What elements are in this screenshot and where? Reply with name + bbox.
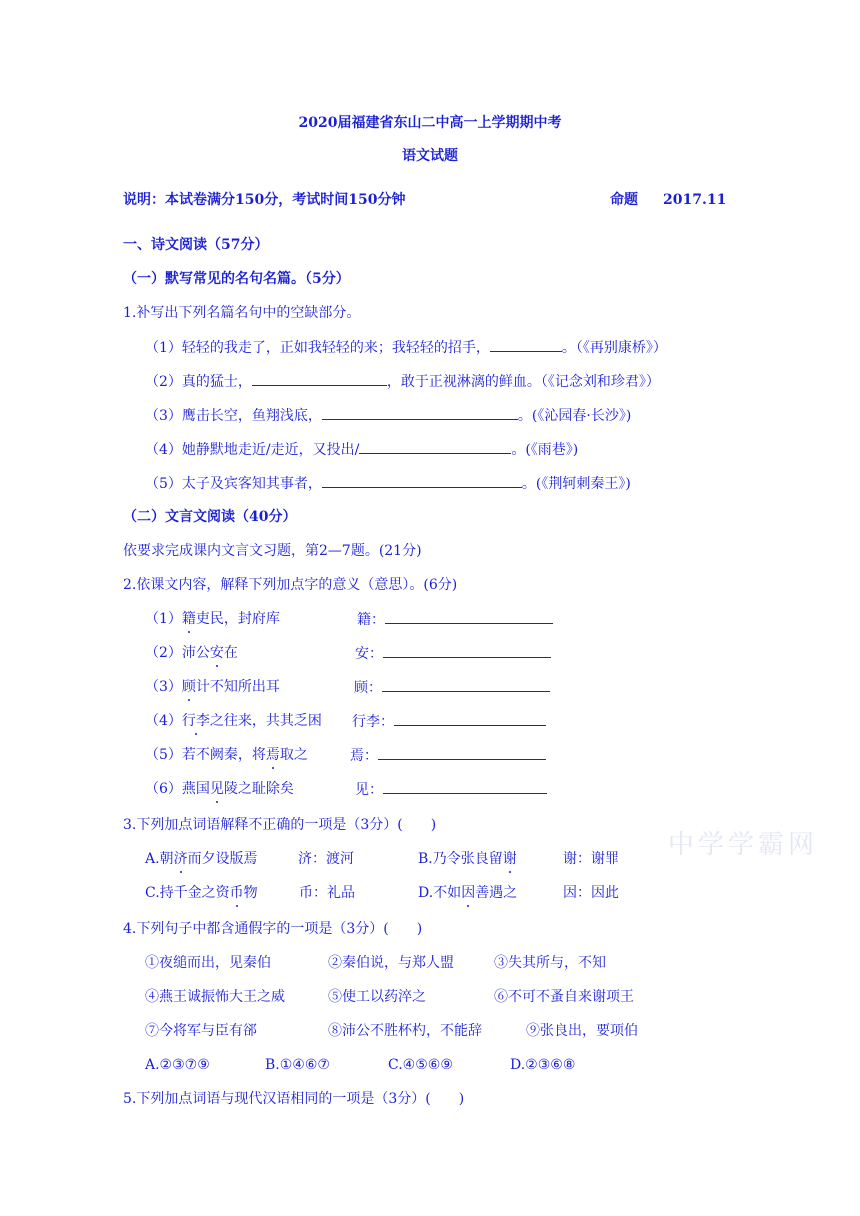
dotted-word: 籍: [181, 611, 196, 627]
answer-blank[interactable]: [383, 779, 547, 794]
answer-label: 籍：: [357, 612, 385, 628]
q1-item: [145, 473, 631, 494]
q4-sentence: ⑧沛公不胜杯杓，不能辞: [328, 1023, 482, 1039]
dotted-word: 焉: [265, 747, 280, 763]
answer-blank[interactable]: [383, 643, 551, 658]
q2-item: [145, 677, 280, 697]
q3-option-a: [145, 849, 258, 869]
q4-sentence: ④燕王诚振怖大王之威: [145, 989, 285, 1005]
q1-item-text: （5）太子及宾客知其事者，: [145, 476, 322, 492]
question-1-stem: 1.补写出下列名篇名句中的空缺部分。: [123, 305, 361, 321]
answer-label: 焉：: [350, 748, 378, 764]
q1-item-source: 。(《沁园春·长沙》): [517, 408, 632, 424]
q2-item: [145, 711, 322, 731]
q4-sentence: ①夜缒而出，见秦伯: [145, 955, 271, 971]
q3-gloss-a: 济：渡河: [298, 851, 354, 867]
exam-note: 说明：本试卷满分150分，考试时间150分钟: [123, 192, 406, 208]
watermark: 中学学霸网: [668, 830, 819, 860]
answer-blank[interactable]: [385, 609, 553, 624]
q1-item: [145, 371, 660, 392]
question-4-stem: 4.下列句子中都含通假字的一项是（3分）( ): [123, 921, 423, 937]
question-3-stem: 3.下列加点词语解释不正确的一项是（3分）( ): [123, 817, 437, 833]
q4-option-d[interactable]: D.②③⑥⑧: [510, 1057, 576, 1073]
item-text: 取之: [279, 747, 308, 763]
item-number: （6）燕国: [145, 781, 210, 797]
option-text: C.持千金之资: [145, 885, 230, 901]
q1-item-source: 。(《荆轲刺秦王》): [521, 476, 631, 492]
answer-blank[interactable]: [378, 745, 546, 760]
q2-answer: [350, 745, 546, 766]
item-text: 在: [223, 645, 238, 661]
q3-option-b: [418, 849, 517, 869]
part2-heading: （二）文言文阅读（40分）: [123, 509, 297, 525]
q1-item-source: ，敢于正视淋漓的鲜血。（《记念刘和珍君》）: [386, 374, 660, 390]
answer-label: 见：: [355, 782, 383, 798]
option-text: B.乃令张良留: [418, 851, 503, 867]
item-text: 吏民，封府库: [195, 611, 280, 627]
q2-answer: [355, 779, 547, 800]
q4-sentence: ⑦今将军与臣有郤: [145, 1023, 257, 1039]
dotted-word: 顾: [181, 679, 196, 695]
answer-blank[interactable]: [359, 439, 511, 454]
question-2-stem: 2.依课文内容，解释下列加点字的意义（意思）。(6分): [123, 577, 458, 593]
dotted-word: 币: [229, 885, 244, 901]
item-text: 陵之耻除矣: [223, 781, 294, 797]
option-text: D.不如: [418, 885, 462, 901]
q1-item: [145, 439, 578, 460]
answer-label: 行李：: [352, 714, 394, 730]
q1-item-text: （3）鹰击长空，鱼翔浅底，: [145, 408, 322, 424]
q1-item-text: （1）轻轻的我走了，正如我轻轻的来；我轻轻的招手，: [145, 340, 490, 356]
q1-item-text: （2）真的猛士，: [145, 374, 252, 390]
answer-blank[interactable]: [322, 405, 518, 420]
q4-sentence: ⑤使工以药淬之: [328, 989, 426, 1005]
q4-sentence: ⑥不可不蚤自来谢项王: [494, 989, 634, 1005]
option-text: A.朝: [145, 851, 174, 867]
q4-option-c[interactable]: C.④⑤⑥⑨: [388, 1057, 453, 1073]
item-number: （2）沛公: [145, 645, 210, 661]
q2-answer: [354, 677, 550, 698]
answer-blank[interactable]: [490, 337, 562, 352]
q1-item: [145, 337, 667, 358]
q1-item-source: 。(《雨巷》): [511, 442, 579, 458]
q2-answer: [357, 609, 553, 630]
item-text: 计不知所出耳: [195, 679, 280, 695]
part1-heading: （一）默写常见的名句名篇。（5分）: [123, 271, 350, 287]
document-subtitle: 语文试题: [402, 148, 458, 164]
q3-gloss-b: 谢：谢罪: [563, 851, 619, 867]
q1-item-source: 。（《再别康桥》）: [561, 340, 667, 356]
q2-answer: [355, 643, 551, 664]
item-number: （3）: [145, 679, 182, 695]
answer-blank[interactable]: [322, 473, 522, 488]
q3-gloss-d: 因：因此: [563, 885, 619, 901]
q4-option-b[interactable]: B.①④⑥⑦: [265, 1057, 330, 1073]
document-title: 2020届福建省东山二中高一上学期期中考: [298, 115, 562, 131]
answer-blank[interactable]: [252, 371, 387, 386]
q4-sentence: ③失其所与，不知: [494, 955, 606, 971]
q1-item: [145, 405, 631, 426]
q3-option-c: [145, 883, 258, 903]
item-number: （1）: [145, 611, 182, 627]
part2-intro: 依要求完成课内文言文习题，第2—7题。(21分): [123, 543, 422, 559]
q2-item: [145, 643, 238, 663]
dotted-word: 谢: [502, 851, 517, 867]
dotted-word: 行李: [181, 713, 210, 729]
q2-item: [145, 745, 308, 765]
q3-gloss-c: 币：礼品: [299, 885, 355, 901]
dotted-word: 见: [209, 781, 224, 797]
answer-blank[interactable]: [394, 711, 546, 726]
q2-item: [145, 779, 294, 799]
item-number: （5）若不阙秦，将: [145, 747, 266, 763]
option-text: 物: [243, 885, 258, 901]
q1-item-text: （4）她静默地走近/走近，又投出/: [145, 442, 360, 458]
author-label: 命题: [610, 192, 638, 208]
q2-answer: [352, 711, 546, 732]
answer-label: 安：: [355, 646, 383, 662]
dotted-word: 济: [173, 851, 188, 867]
q2-item: [145, 609, 280, 629]
section-heading: 一、诗文阅读（57分）: [123, 237, 269, 253]
q4-sentence: ②秦伯说，与郑人盟: [328, 955, 454, 971]
question-5-stem: 5.下列加点词语与现代汉语相同的一项是（3分）( ): [123, 1091, 465, 1107]
answer-label: 顾：: [354, 680, 382, 696]
option-text: 而夕设版焉: [187, 851, 258, 867]
dotted-word: 安: [209, 645, 224, 661]
exam-date: 2017.11: [663, 192, 727, 208]
q4-option-a[interactable]: A.②③⑦⑨: [145, 1057, 210, 1073]
item-number: （4）: [145, 713, 182, 729]
q3-option-d: [418, 883, 517, 903]
q4-sentence: ⑨张良出，要项伯: [526, 1023, 638, 1039]
item-text: 之往来，共其乏困: [209, 713, 322, 729]
dotted-word: 因: [461, 885, 476, 901]
answer-blank[interactable]: [382, 677, 550, 692]
option-text: 善遇之: [475, 885, 518, 901]
